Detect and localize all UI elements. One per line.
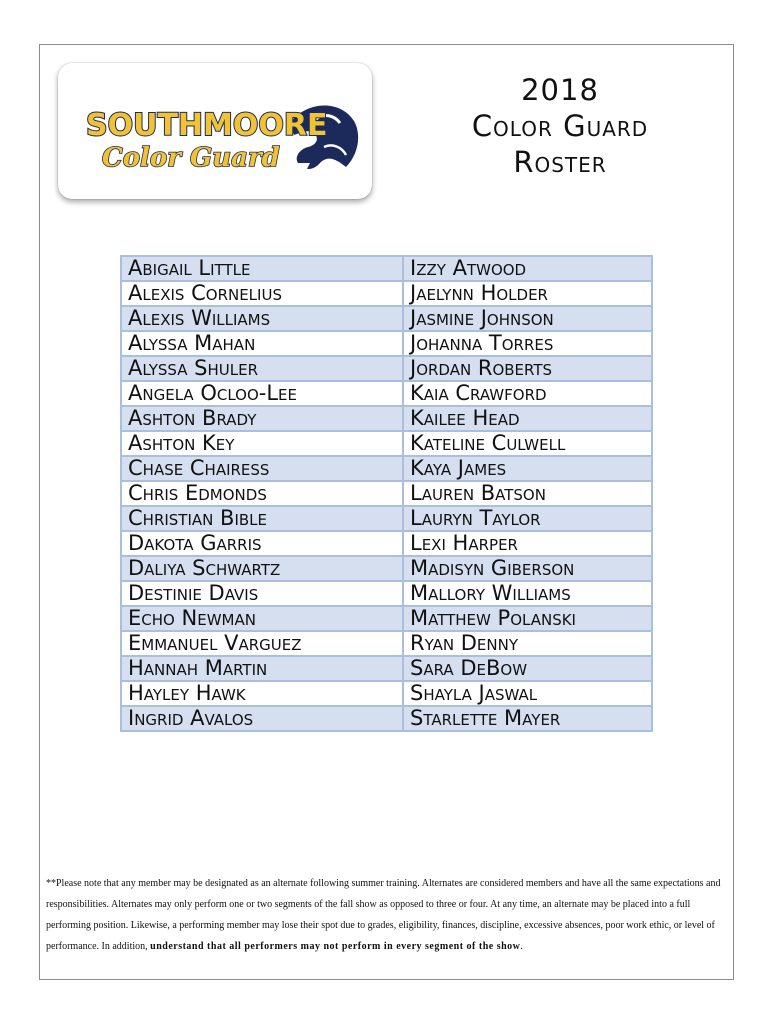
table-row [121, 631, 652, 656]
member-name: Alyssa Mahan [121, 331, 403, 356]
logo-wordmark: SOUTHMOORE [86, 108, 328, 143]
table-row [121, 456, 652, 481]
table-row [121, 556, 652, 581]
table-row [121, 606, 652, 631]
logo-subtitle: Color Guard [102, 143, 280, 173]
member-name: Sara DeBow [403, 656, 652, 681]
table-row [121, 706, 652, 731]
table-row [121, 681, 652, 706]
member-name: Angela Ocloo-Lee [121, 381, 403, 406]
member-name: Emmanuel Varguez [121, 631, 403, 656]
member-name: Alexis Cornelius [121, 281, 403, 306]
table-row [121, 581, 652, 606]
member-name: Alyssa Shuler [121, 356, 403, 381]
table-row [121, 256, 652, 281]
member-name: Mallory Williams [403, 581, 652, 606]
table-row [121, 306, 652, 331]
member-name: Kailee Head [403, 406, 652, 431]
table-row [121, 506, 652, 531]
member-name: Kaia Crawford [403, 381, 652, 406]
member-name: Ryan Denny [403, 631, 652, 656]
member-name: Abigail Little [121, 256, 403, 281]
member-name: Jasmine Johnson [403, 306, 652, 331]
member-name: Destinie Davis [121, 581, 403, 606]
table-row [121, 356, 652, 381]
note-emphasis: understand that all performers may not perform in every segment of the show [150, 941, 521, 952]
member-name: Alexis Williams [121, 306, 403, 331]
jaguar-logo-icon [58, 63, 372, 199]
member-name: Hayley Hawk [121, 681, 403, 706]
title-name: Color Guard [471, 109, 649, 143]
member-name: Starlette Mayer [403, 706, 652, 731]
member-name: Lauryn Taylor [403, 506, 652, 531]
member-name: Lauren Batson [403, 481, 652, 506]
member-name: Johanna Torres [403, 331, 652, 356]
member-name: Daliya Schwartz [121, 556, 403, 581]
table-row [121, 531, 652, 556]
title-roster: Roster [513, 145, 607, 179]
roster-table [120, 255, 653, 732]
table-row [121, 481, 652, 506]
member-name: Chris Edmonds [121, 481, 403, 506]
southmoore-color-guard-logo [58, 63, 372, 199]
note-end: . [520, 941, 523, 952]
member-name: Ashton Key [121, 431, 403, 456]
member-name: Jordan Roberts [403, 356, 652, 381]
table-row [121, 281, 652, 306]
alternate-policy-note [46, 873, 726, 957]
table-row [121, 331, 652, 356]
member-name: Jaelynn Holder [403, 281, 652, 306]
member-name: Matthew Polanski [403, 606, 652, 631]
note-text: **Please note that any member may be designated as an alternate following summer training. Alternates are considered members and have all the same expectations and responsibilities. Alternates may only perform one or two segments of the fall show as opposed to three or four. At any time, an alternate may be placed into a full performing position. Likewise, a performing member may lose their spot due to grades, eligibility, finances, discipline, excessive absences, poor work ethic, or level of performance. In addition, [46, 878, 721, 952]
table-row [121, 431, 652, 456]
member-name: Hannah Martin [121, 656, 403, 681]
table-row [121, 406, 652, 431]
member-name: Chase Chairess [121, 456, 403, 481]
member-name: Shayla Jaswal [403, 681, 652, 706]
member-name: Ingrid Avalos [121, 706, 403, 731]
member-name: Echo Newman [121, 606, 403, 631]
title-year: 2018 [521, 73, 599, 107]
member-name: Lexi Harper [403, 531, 652, 556]
member-name: Christian Bible [121, 506, 403, 531]
member-name: Kateline Culwell [403, 431, 652, 456]
member-name: Dakota Garris [121, 531, 403, 556]
member-name: Kaya James [403, 456, 652, 481]
table-row [121, 656, 652, 681]
member-name: Ashton Brady [121, 406, 403, 431]
table-row [121, 381, 652, 406]
member-name: Madisyn Giberson [403, 556, 652, 581]
member-name: Izzy Atwood [403, 256, 652, 281]
page-title [410, 72, 710, 180]
